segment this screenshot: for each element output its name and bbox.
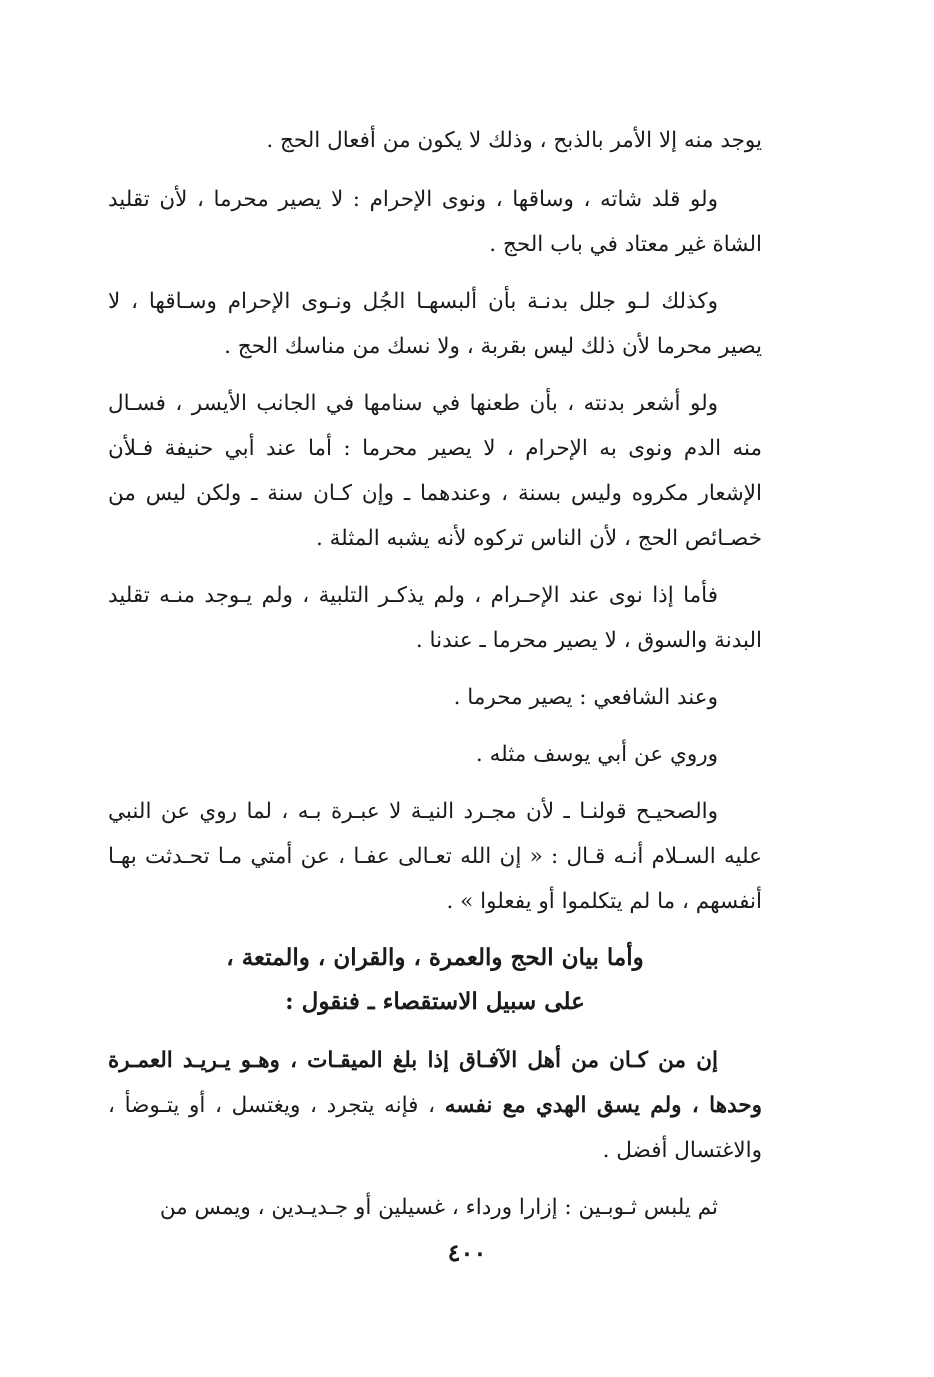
section-heading [108,936,762,1024]
page-number: ٤٠٠ [447,1238,487,1267]
paragraph-2: ولو قلد شاته ، وساقها ، ونوى الإحرام : لا يصير محرما ، لأن تقليد الشاة غير معتاد في باب الحج . [108,187,762,257]
section-heading-line-2: على سبيل الاستقصاء ـ فنقول : [285,988,585,1015]
paragraph-4: ولو أشعر بدنته ، بأن طعنها في سنامها في الجانب الأيسر ، فسـال منه الدم ونوى به الإحرام ، لا يصير محرما : أما عند أبي حنيفة فـلأن الإشعار مكروه وليس بسنة ، وعندهما ـ وإن كـان سنة ـ ولكن ليس من خصـائص الحج ، لأن الناس تركوه لأنه يشبه المثلة . [108,391,762,551]
paragraph-3: وكذلك لـو جلل بدنـة بأن ألبسهـا الجُل ونـوى الإحرام وسـاقها ، لا يصير محرما لأن ذلك ليس بقربة ، ولا نسك من مناسك الحج . [108,289,762,359]
section-heading-line-1: وأما بيان الحج والعمرة ، والقران ، والمتعة ، [226,944,644,971]
paragraph-8: والصحيـح قولنـا ـ لأن مجـرد النيـة لا عبـرة بـه ، لما روي عن النبي عليه السـلام أنـه قـال : « إن الله تعـالى عفـا ، عن أمتي مـا تحـدثت بهـا أنفسهم ، ما لم يتكلموا أو يفعلوا » . [108,799,762,914]
paragraph-10: ثم يلبس ثـوبـين : إزارا ورداء ، غسيلين أو جـديـدين ، ويمس من [159,1195,718,1220]
paragraph-9-bold: إن من كـان من أهل الآفـاق إذا بلغ الميقـات ، وهـو يـريـد العمـرة وحدها ، ولم يسق الهدي مع نفسه [108,1048,762,1118]
paragraph-9 [108,1038,762,1173]
paragraph-5: فأما إذا نوى عند الإحـرام ، ولم يذكـر التلبية ، ولم يـوجد منـه تقليد البدنة والسوق ، لا يصير محرما ـ عندنا . [108,583,762,653]
paragraph-9-rest: ، فإنه يتجرد ، ويغتسل ، أو يتـوضأ ، والاغتسال أفضل . [108,1093,762,1163]
paragraph-7: وروي عن أبي يوسف مثله . [475,742,718,767]
paragraph-1: يوجد منه إلا الأمر بالذبح ، وذلك لا يكون من أفعال الحج . [266,128,762,153]
paragraph-6: وعند الشافعي : يصير محرما . [453,685,718,710]
page-body [108,118,762,1242]
